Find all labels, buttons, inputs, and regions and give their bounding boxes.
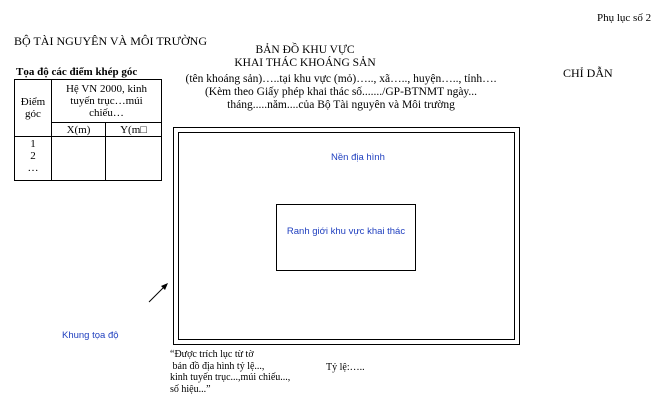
map-caption <box>168 73 514 112</box>
caption-line1: (tên khoáng sản)…..tại khu vực (mỏ)….., xã….., huyện….., tỉnh…. <box>185 73 497 85</box>
point-item: 2 <box>30 150 36 162</box>
col-header-x: X(m) <box>52 123 106 137</box>
source-note: “Được trích lục từ tờ bản đồ địa hình tỷ lệ..., kinh tuyến trục...,múi chiếu..., số hiệu...” <box>170 349 291 395</box>
caption-line2: (Kèm theo Giấy phép khai thác số......./GP-BTNMT ngày... <box>204 86 478 98</box>
coordinate-frame-label: Khung tọa độ <box>62 330 119 341</box>
point-list <box>15 137 52 181</box>
map-title-line1: BẢN ĐỒ KHU VỰC <box>255 44 355 56</box>
ministry-name: BỘ TÀI NGUYÊN VÀ MÔI TRƯỜNG <box>14 34 207 48</box>
terrain-label: Nền địa hình <box>331 152 385 163</box>
coord-table <box>14 79 162 181</box>
col-header-y: Y(m□ <box>106 123 162 137</box>
caption-line3: tháng.....năm....của Bộ Tài nguyên và Môi trường <box>227 99 455 111</box>
mine-boundary-box <box>276 204 416 271</box>
coord-table-title: Tọa độ các điểm khép góc <box>16 66 138 78</box>
arrow-icon <box>148 281 170 303</box>
mine-boundary-label: Ranh giới khu vực khai thác <box>286 226 406 237</box>
point-item: … <box>27 162 39 174</box>
y-value-cell <box>106 137 162 181</box>
x-value-cell <box>52 137 106 181</box>
point-item: 1 <box>30 138 36 150</box>
scale-label: Tỷ lệ:….. <box>326 362 365 373</box>
col-header-point: Điểm góc <box>15 80 52 137</box>
map-title <box>200 44 410 70</box>
appendix-label: Phụ lục số 2 <box>597 12 652 24</box>
legend-title: CHỈ DẪN <box>563 66 613 80</box>
col-header-system: Hệ VN 2000, kinh tuyến trục…múi chiếu… <box>52 80 162 123</box>
map-title-line2: KHAI THÁC KHOÁNG SẢN <box>234 57 376 69</box>
